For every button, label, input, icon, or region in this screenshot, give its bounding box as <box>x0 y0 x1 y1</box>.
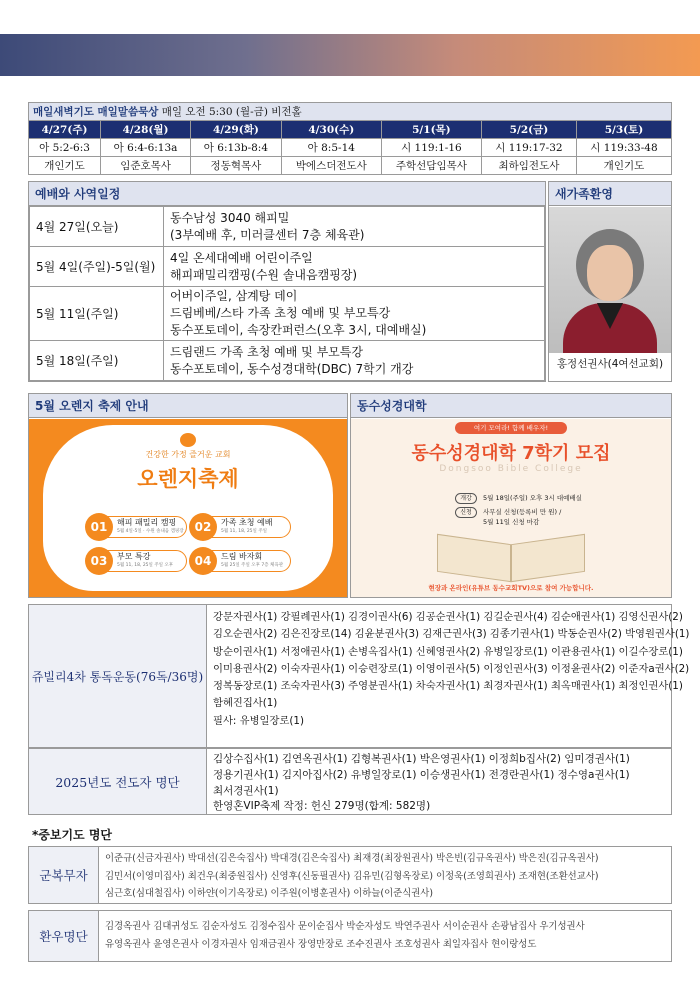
schedule-date: 5월 4일(주일)-5일(월) <box>30 247 164 287</box>
orange-poster <box>29 419 347 597</box>
bible-poster <box>351 419 671 597</box>
schedule-line: 4일 온세대예배 어린이주일 <box>170 250 313 265</box>
schedule-content <box>164 287 545 341</box>
prayer-leader-cell: 정동혁목사 <box>191 157 282 175</box>
military-line: 심근호(심대철집사) 이하얀(이기옥장로) 이주원(이병훈권사) 이하늘(이준식권사) <box>105 888 434 899</box>
military-section <box>28 846 672 904</box>
patient-line: 김경옥권사 김대귀성도 김순자성도 김정수집사 문이순집사 박순자성도 박연주권사 서이순권사 손광남집사 우기성권사 <box>105 921 585 932</box>
prayer-leader-cell: 최하임전도사 <box>481 157 576 175</box>
prayer-day-cell: 5/2(금) <box>481 121 576 139</box>
orange-item-sub: 5월 4일-5일 · 수원 솔내음 캠핑장 <box>117 529 184 534</box>
jubilee-line: 필사: 유병일장로(1) <box>213 714 304 727</box>
jubilee-line: 강문자권사(1) 강필례권사(1) 김경이권사(6) 김공순권사(1) 김길순권사(4) 김순애권사(1) 김영신권사(2) <box>213 611 683 623</box>
photo-face <box>587 245 633 301</box>
patient-label: 환우명단 <box>29 911 99 961</box>
schedule-content <box>164 207 545 247</box>
book-right-page <box>511 534 585 582</box>
orange-heading: 5월 오렌지 축제 안내 <box>29 394 347 418</box>
bible-title: 동수성경대학 7학기 모집 <box>411 443 611 464</box>
schedule-content <box>164 341 545 381</box>
schedule-row <box>30 247 545 287</box>
bible-tag-start: 개강 <box>455 493 477 504</box>
jubilee-line: 정복동장로(1) 조숙자권사(3) 주영분권사(1) 차숙자권사(1) 최경자권사(1) 최옥매권사(1) 최정인권사(1) <box>213 680 683 693</box>
prayer-verse-row <box>29 139 672 157</box>
evangelism-line: 최서경권사(1) <box>213 784 279 797</box>
schedule-heading: 예배와 사역일정 <box>29 182 545 206</box>
schedule-section <box>28 181 546 382</box>
jubilee-names <box>207 607 690 732</box>
jubilee-section <box>28 604 690 748</box>
schedule-line: 드림베베/스타 가족 초청 예배 및 부모특강 <box>170 306 391 320</box>
bible-footer: 현장과 온라인(유튜브 동수교회TV)으로 참여 가능합니다. <box>428 584 594 592</box>
schedule-date: 5월 18일(주일) <box>30 341 164 381</box>
bible-heading: 동수성경대학 <box>351 394 671 418</box>
prayer-leader-cell: 임준호목사 <box>101 157 191 175</box>
orange-item-sub: 5월 25일 주일 오후 7층 체육관 <box>221 563 284 568</box>
jubilee-line: 함혜진집사(1) <box>213 697 278 710</box>
intercession-heading: *중보기도 명단 <box>32 828 113 842</box>
jubilee-label: 쥬빌리4차 통독운동(76독/36명) <box>29 605 207 747</box>
orange-item <box>189 547 293 575</box>
newcomer-photo <box>549 207 671 353</box>
schedule-table <box>29 206 545 381</box>
prayer-verse-cell: 아 5:2-6:3 <box>29 139 101 157</box>
orange-item-number: 02 <box>189 513 217 541</box>
bible-info-apply: 사무실 신청(등록비 만 원) / <box>483 508 562 516</box>
prayer-leader-cell: 박에스더전도사 <box>281 157 381 175</box>
orange-festival-section <box>28 393 348 598</box>
prayer-leader-row <box>29 157 672 175</box>
schedule-content <box>164 247 545 287</box>
orange-title: 오렌지축제 <box>137 467 239 491</box>
prayer-day-cell: 4/30(수) <box>281 121 381 139</box>
prayer-leader-cell: 개인기도 <box>29 157 101 175</box>
orange-item-number: 01 <box>85 513 113 541</box>
prayer-day-row <box>29 121 672 139</box>
bible-college-section <box>350 393 672 598</box>
prayer-subtitle: 매일 오전 5:30 (월-금) 비전홀 <box>161 106 302 118</box>
bible-english: Dongsoo Bible College <box>439 464 583 474</box>
schedule-line: 드림랜드 가족 초청 예배 및 부모특강 <box>170 344 363 359</box>
prayer-day-cell: 4/28(월) <box>101 121 191 139</box>
schedule-line: 동수포토데이, 동수성경대학(DBC) 7학기 개강 <box>170 361 414 376</box>
orange-item <box>85 547 189 575</box>
military-label: 군복무자 <box>29 847 99 903</box>
bible-info-start: 5월 18일(주일) 오후 3시 대예배실 <box>483 494 582 502</box>
prayer-day-cell: 5/1(목) <box>381 121 481 139</box>
orange-tagline: 건강한 가정 즐거운 교회 <box>145 450 231 459</box>
prayer-verse-cell: 아 8:5-14 <box>281 139 381 157</box>
prayer-title: 매일새벽기도 매일말씀묵상 <box>33 106 159 118</box>
military-names <box>99 848 671 905</box>
book-left-page <box>437 534 511 582</box>
schedule-row <box>30 287 545 341</box>
orange-item-number: 03 <box>85 547 113 575</box>
orange-item <box>189 513 293 541</box>
prayer-day-cell: 4/27(주) <box>29 121 101 139</box>
jubilee-line: 방순이권사(1) 서정애권사(1) 손병옥집사(1) 신혜영권사(2) 유병일장로(1) 이관용권사(1) 이길수장로(1) <box>213 645 683 658</box>
military-line: 김민서(이영미집사) 최건우(최중원집사) 신영후(신동필권사) 김유민(김형옥장로) 이정욱(조영희권사) 조재현(조환선교사) <box>105 870 599 882</box>
prayer-leader-cell: 개인기도 <box>576 157 671 175</box>
evangelism-line: 정용기권사(1) 김지아집사(2) 유병일장로(1) 이승생권사(1) 전경란권사(1) 정수영a권사(1) <box>213 768 630 781</box>
orange-fruit-icon <box>180 433 196 447</box>
jubilee-line: 이미용권사(2) 이숙자권사(1) 이승련장로(1) 이영이권사(5) 이정인권사(3) 이정윤권사(2) 이준자a권사(2) <box>213 662 690 675</box>
evangelism-names <box>207 750 671 817</box>
prayer-day-cell: 5/3(토) <box>576 121 671 139</box>
bible-book-image <box>417 531 605 581</box>
patient-line: 유영옥권사 윤영은권사 이경자권사 임재금권사 장영만장로 조수진권사 조호성권사 최일자집사 현이랑성도 <box>105 939 537 950</box>
newcomer-caption: 홍정선권사(4여선교회) <box>556 358 664 370</box>
prayer-verse-cell: 시 119:1-16 <box>381 139 481 157</box>
schedule-line: (3부예배 후, 미러클센터 7층 체육관) <box>170 227 365 242</box>
military-line: 이준규(신금자권사) 박대선(김은숙집사) 박대경(김은숙집사) 최재경(최장원권사) 박은빈(김규옥권사) 박은진(김규옥권사) <box>105 853 599 864</box>
prayer-leader-cell: 주학선담임목사 <box>381 157 481 175</box>
orange-item-label: 해피 패밀리 캠핑 <box>117 518 177 527</box>
orange-item-sub: 5월 11, 18, 25일 주일 <box>221 529 268 534</box>
bible-top-pill: 여기 모여라! 함께 배우자! <box>455 422 567 434</box>
newcomer-heading: 새가족환영 <box>549 182 671 206</box>
orange-item-number: 04 <box>189 547 217 575</box>
schedule-line: 해피패밀리캠핑(수원 솔내음캠핑장) <box>170 267 358 282</box>
prayer-table <box>28 102 672 175</box>
orange-item-label: 드림 바자회 <box>221 552 263 561</box>
schedule-row <box>30 341 545 381</box>
patient-section <box>28 910 672 962</box>
prayer-schedule <box>28 102 672 175</box>
evangelism-line: 한영혼VIP축제 작정: 헌신 279명(합계: 582명) <box>213 800 431 813</box>
header-banner <box>0 34 700 76</box>
schedule-date: 5월 11일(주일) <box>30 287 164 341</box>
bible-info-deadline: 5월 11일 신청 마감 <box>483 518 540 526</box>
newcomer-section <box>548 181 672 382</box>
evangelism-line: 김상수집사(1) 김연옥권사(1) 김형복권사(1) 박은영권사(1) 이정희b집사(2) 임미경권사(1) <box>213 753 630 765</box>
prayer-verse-cell: 시 119:17-32 <box>481 139 576 157</box>
prayer-verse-cell: 시 119:33-48 <box>576 139 671 157</box>
orange-item-label: 부모 특강 <box>117 552 151 561</box>
prayer-verse-cell: 아 6:4-6:13a <box>101 139 191 157</box>
schedule-line: 동수포토데이, 속장칸퍼런스(오후 3시, 대예배실) <box>170 323 427 337</box>
orange-item-sub: 5월 11, 18, 25일 주일 오후 <box>117 563 174 568</box>
orange-item-label: 가족 초청 예배 <box>221 518 273 527</box>
schedule-line: 동수남성 3040 해피밀 <box>170 210 290 225</box>
prayer-verse-cell: 아 6:13b-8:4 <box>191 139 282 157</box>
evangelism-section <box>28 748 672 815</box>
schedule-date: 4월 27일(오늘) <box>30 207 164 247</box>
jubilee-line: 김오순권사(2) 김은진장로(14) 김윤분권사(3) 김재근권사(3) 김종기권사(1) 박동순권사(2) 박영원권사(1) <box>213 628 690 641</box>
bible-tag-apply: 신청 <box>455 507 477 518</box>
patient-names <box>99 916 671 956</box>
orange-item <box>85 513 189 541</box>
schedule-line: 어버이주일, 삼계탕 데이 <box>170 289 298 303</box>
prayer-day-cell: 4/29(화) <box>191 121 282 139</box>
schedule-row <box>30 207 545 247</box>
evangelism-label: 2025년도 전도자 명단 <box>29 749 207 814</box>
